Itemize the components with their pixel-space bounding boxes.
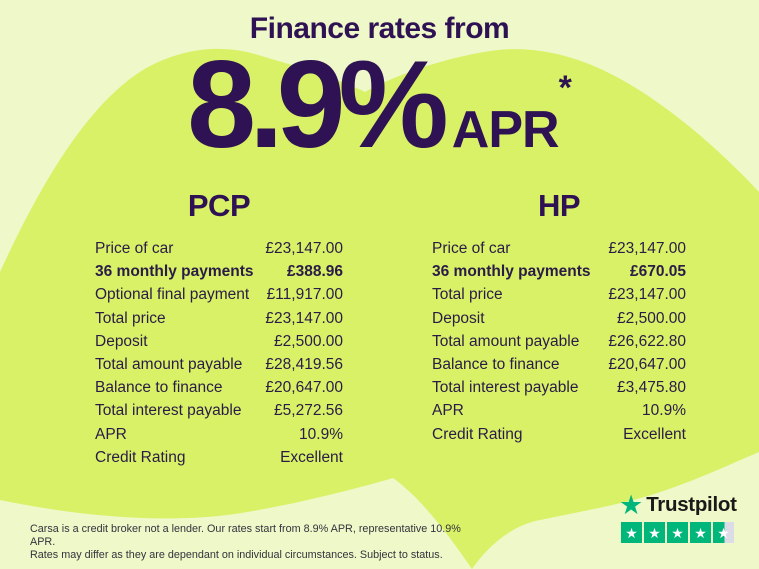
trustpilot-rating-stars: [621, 522, 737, 543]
trustpilot-star-box: [713, 522, 734, 543]
table-row: [95, 240, 343, 263]
row-label: Total amount payable: [432, 332, 580, 350]
table-row: [95, 310, 343, 333]
table-row: [432, 286, 686, 309]
row-value: £23,147.00: [265, 309, 343, 327]
header: [0, 12, 759, 174]
trustpilot-star-box: [621, 522, 642, 543]
trustpilot-wordmark: Trustpilot: [646, 493, 737, 516]
row-label: 36 monthly payments: [95, 263, 254, 281]
rate-value: 8.9%: [187, 36, 442, 174]
headline-eyebrow: Finance rates from: [249, 12, 510, 45]
row-value: £2,500.00: [617, 309, 686, 327]
trustpilot-logo-star-icon: ★: [619, 490, 644, 520]
row-label: 36 monthly payments: [432, 263, 591, 281]
row-label: Total price: [432, 286, 503, 304]
row-label: Price of car: [432, 240, 511, 257]
row-value: £20,647.00: [265, 379, 343, 397]
row-value: Excellent: [280, 448, 343, 466]
table-row: [432, 240, 686, 263]
row-label: Credit Rating: [432, 425, 523, 443]
hp-table: [432, 188, 686, 449]
row-value: £2,500.00: [274, 332, 343, 350]
table-row: [95, 379, 343, 402]
table-row: [432, 379, 686, 402]
apr-asterisk: *: [558, 69, 572, 107]
row-label: Balance to finance: [95, 379, 223, 397]
row-label: APR: [95, 425, 127, 443]
row-value: £388.96: [286, 263, 343, 281]
table-row: [432, 333, 686, 356]
table-row: [432, 263, 686, 286]
row-value: £3,475.80: [617, 379, 686, 397]
row-value: £28,419.56: [265, 355, 343, 373]
star-icon: ★: [625, 524, 638, 541]
trustpilot-star-box: [667, 522, 688, 543]
table-row: [95, 356, 343, 379]
row-value: 10.9%: [299, 425, 343, 443]
row-value: £23,147.00: [608, 240, 686, 257]
row-label: Total interest payable: [95, 402, 242, 420]
trustpilot-star-box: [690, 522, 711, 543]
star-icon: ★: [717, 524, 730, 541]
row-value: £26,622.80: [608, 332, 686, 350]
table-row: [432, 356, 686, 379]
row-label: Balance to finance: [432, 355, 560, 373]
star-icon: ★: [671, 524, 684, 541]
hp-title: HP: [537, 188, 581, 223]
trustpilot-star-box: [644, 522, 665, 543]
row-label: Total amount payable: [95, 355, 243, 373]
star-icon: ★: [694, 524, 707, 541]
table-row: [95, 426, 343, 449]
trustpilot-badge: [619, 492, 737, 543]
disclaimer-text: [30, 523, 470, 562]
star-icon: ★: [648, 524, 661, 541]
row-value: £23,147.00: [608, 286, 686, 304]
pcp-title: PCP: [187, 188, 251, 223]
table-row: [95, 263, 343, 286]
headline-rate: [0, 36, 759, 174]
pcp-rows: [95, 240, 343, 472]
table-row: [95, 286, 343, 309]
row-value: £5,272.56: [274, 402, 343, 420]
row-value: £20,647.00: [608, 355, 686, 373]
hp-rows: [432, 240, 686, 449]
row-value: 10.9%: [642, 402, 686, 420]
row-label: APR: [432, 402, 464, 420]
table-row: [432, 310, 686, 333]
row-value: £670.05: [629, 263, 686, 281]
row-label: Total price: [95, 309, 166, 327]
row-label: Price of car: [95, 240, 174, 257]
table-row: [95, 333, 343, 356]
pcp-table: [95, 188, 343, 472]
row-value: £11,917.00: [266, 286, 343, 304]
row-value: Excellent: [623, 425, 686, 443]
disclaimer-line-2: Rates may differ as they are dependant on individual circumstances. Subject to status.: [30, 548, 443, 561]
trustpilot-header: [619, 492, 737, 518]
row-value: £23,147.00: [265, 240, 343, 257]
table-row: [95, 402, 343, 425]
row-label: Deposit: [432, 309, 485, 327]
row-label: Optional final payment: [95, 286, 250, 304]
apr-label: APR: [451, 101, 559, 159]
table-row: [432, 402, 686, 425]
disclaimer-line-1: Carsa is a credit broker not a lender. Our rates start from 8.9% APR, representative 10.9% APR.: [30, 522, 461, 548]
row-label: Total interest payable: [432, 379, 579, 397]
table-row: [95, 449, 343, 472]
table-row: [432, 426, 686, 449]
row-label: Credit Rating: [95, 448, 186, 466]
row-label: Deposit: [95, 332, 148, 350]
